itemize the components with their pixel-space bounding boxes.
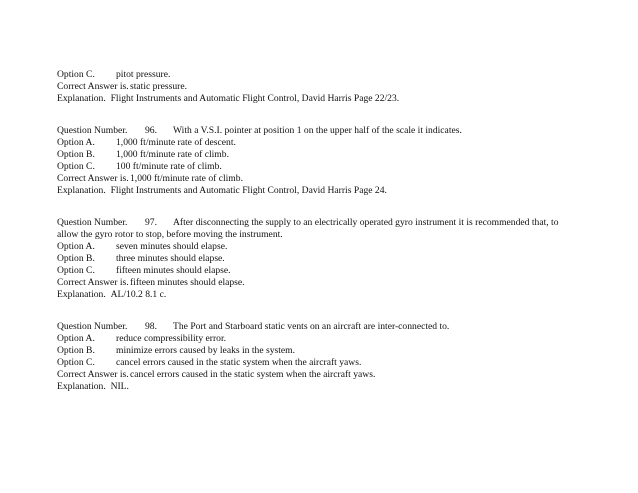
explanation-line (57, 93, 577, 105)
question-number: 98. (145, 321, 157, 332)
correct-answer-line (57, 81, 577, 93)
explanation-text: NIL. (110, 381, 129, 392)
option-line (57, 149, 577, 161)
correct-answer-line (57, 277, 577, 289)
option-line (57, 137, 577, 149)
option-text: fifteen minutes should elapse. (116, 265, 231, 276)
question-text: After disconnecting the supply to an electrically operated gyro instrument it is recommended that, to allow the gyro rotor to stop, before moving the instrument. (57, 217, 559, 240)
explanation-label: Explanation. (57, 289, 106, 300)
option-label: Option C. (57, 69, 95, 80)
correct-answer-line (57, 369, 577, 381)
explanation-line (57, 289, 577, 301)
correct-answer-text: static pressure. (130, 81, 188, 92)
option-line (57, 241, 577, 253)
question-number-label: Question Number. (57, 125, 128, 136)
question-number: 96. (145, 125, 157, 136)
option-line (57, 333, 577, 345)
option-text: 1,000 ft/minute rate of climb. (116, 149, 229, 160)
option-text: cancel errors caused in the static system when the aircraft yaws. (116, 357, 362, 368)
option-text: three minutes should elapse. (116, 253, 225, 264)
option-line (57, 357, 577, 369)
question-line (57, 321, 577, 333)
correct-answer-label: Correct Answer is. (57, 369, 129, 380)
option-line (57, 161, 577, 173)
option-label: Option A. (57, 241, 95, 252)
option-label: Option C. (57, 357, 95, 368)
option-label: Option A. (57, 137, 95, 148)
intro-block (57, 69, 577, 105)
question-line (57, 217, 577, 241)
correct-answer-line (57, 173, 577, 185)
question-block-96 (57, 125, 577, 197)
explanation-text: AL/10.2 8.1 c. (110, 289, 167, 300)
explanation-label: Explanation. (57, 381, 106, 392)
explanation-text: Flight Instruments and Automatic Flight Control, David Harris Page 24. (110, 185, 387, 196)
option-text: seven minutes should elapse. (116, 241, 228, 252)
explanation-label: Explanation. (57, 93, 106, 104)
correct-answer-label: Correct Answer is. (57, 81, 129, 92)
question-number-label: Question Number. (57, 321, 128, 332)
option-label: Option A. (57, 333, 95, 344)
option-c-line (57, 69, 577, 81)
explanation-line (57, 381, 577, 393)
option-line (57, 253, 577, 265)
question-number: 97. (145, 217, 157, 228)
question-number-label: Question Number. (57, 217, 128, 228)
explanation-text: Flight Instruments and Automatic Flight Control, David Harris Page 22/23. (110, 93, 400, 104)
option-text: reduce compressibility error. (116, 333, 227, 344)
correct-answer-text: fifteen minutes should elapse. (130, 277, 245, 288)
option-label: Option C. (57, 265, 95, 276)
option-text: minimize errors caused by leaks in the system. (116, 345, 296, 356)
option-label: Option B. (57, 345, 95, 356)
question-block-98 (57, 321, 577, 393)
option-text: pitot pressure. (116, 69, 171, 80)
option-text: 1,000 ft/minute rate of descent. (116, 137, 236, 148)
option-label: Option B. (57, 149, 95, 160)
correct-answer-label: Correct Answer is. (57, 173, 129, 184)
question-text: With a V.S.I. pointer at position 1 on the upper half of the scale it indicates. (173, 125, 462, 136)
question-block-97 (57, 217, 577, 301)
explanation-label: Explanation. (57, 185, 106, 196)
correct-answer-text: cancel errors caused in the static system when the aircraft yaws. (130, 369, 376, 380)
option-line (57, 265, 577, 277)
question-text: The Port and Starboard static vents on an aircraft are inter-connected to. (173, 321, 450, 332)
correct-answer-label: Correct Answer is. (57, 277, 129, 288)
document-page (57, 69, 577, 393)
option-text: 100 ft/minute rate of climb. (116, 161, 222, 172)
correct-answer-text: 1,000 ft/minute rate of climb. (130, 173, 243, 184)
option-line (57, 345, 577, 357)
option-label: Option C. (57, 161, 95, 172)
question-line (57, 125, 577, 137)
explanation-line (57, 185, 577, 197)
option-label: Option B. (57, 253, 95, 264)
